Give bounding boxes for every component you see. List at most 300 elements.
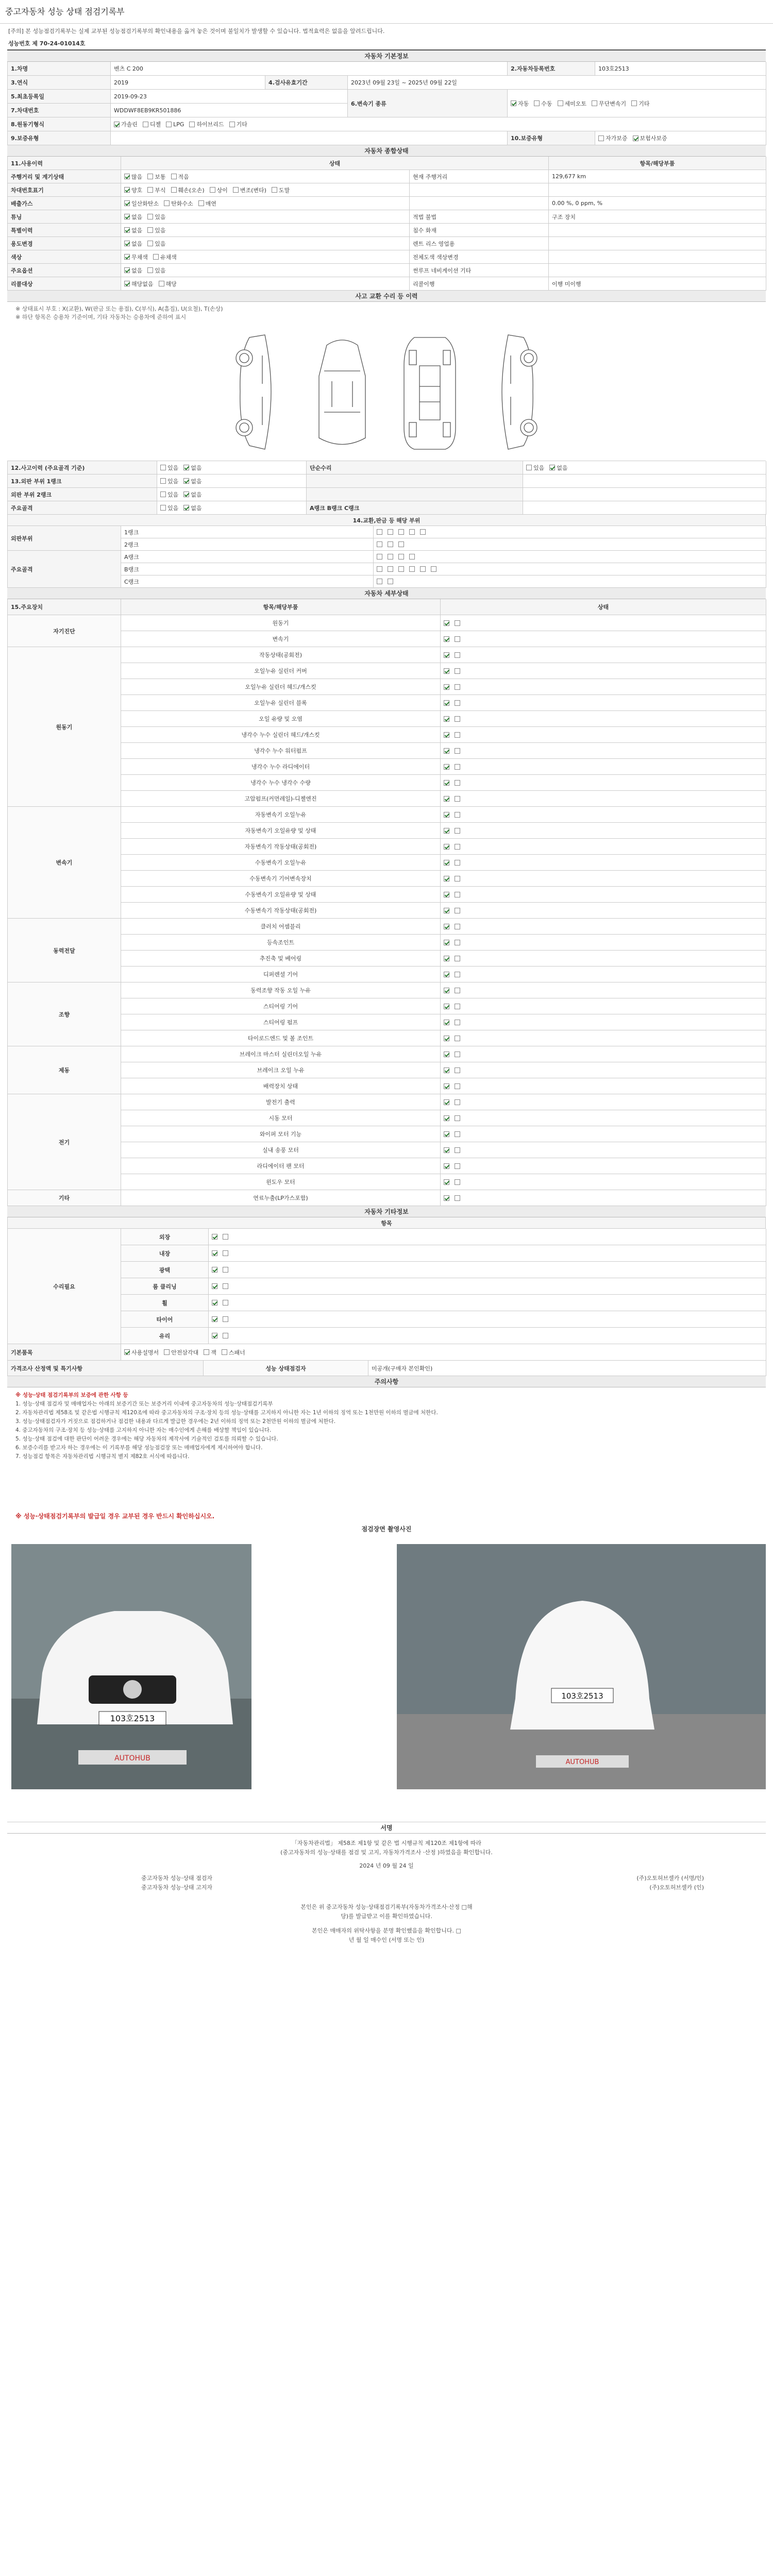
checkbox-insurance-warranty [633,135,638,141]
label-warranty: 9.보증유형 [8,131,111,145]
checkbox [223,1234,228,1240]
device-group: 변속기 [8,807,121,919]
device-item: 브레이크 마스터 실린더오일 누유 [121,1046,441,1062]
checkbox [455,908,460,913]
checkbox [455,876,460,882]
device-item: 냉각수 누수 워터펌프 [121,743,441,759]
device-state [441,791,766,807]
checkbox [549,465,555,470]
checkbox [444,1163,449,1169]
checkbox [212,1234,217,1240]
checkbox [455,812,460,818]
repair-state [209,1245,766,1262]
checkbox [526,465,532,470]
photo-section: 점검장면 촬영사진 103호2513 AUTOHUB 103호2513 AUTOHUB [7,1523,766,1822]
checkbox [223,1300,228,1306]
status-value: 구조 장치 [549,210,766,224]
accident-label: 주요골격 [8,501,157,515]
device-state [441,1046,766,1062]
rear-photo [397,1544,766,1789]
checkbox [212,1283,217,1289]
device-state [441,615,766,631]
device-item: 연료누출(LP가스포함) [121,1190,441,1206]
checkbox [455,1083,460,1089]
value-reg-no: 103호2513 [595,62,766,76]
device-state [441,663,766,679]
device-item: 냉각수 누수 라디에이터 [121,759,441,775]
checkbox [455,940,460,945]
checkbox [455,732,460,738]
status-options: 해당없음 해당 [121,277,410,291]
device-state [441,631,766,647]
device-state [441,1062,766,1078]
checkbox [160,492,166,497]
checkbox [210,187,215,193]
repair-item: 타이어 [121,1311,209,1328]
cert-number: 성능번호 제 70-24-01014호 [8,40,86,47]
device-item: 브레이크 오일 누유 [121,1062,441,1078]
checkbox [455,700,460,706]
checkbox [455,1052,460,1057]
checkbox [147,241,153,246]
device-item: 고압펌프(커먼레일)-디젤엔진 [121,791,441,807]
device-item: 자동변속기 작동상태(공회전) [121,839,441,855]
device-state [441,1126,766,1142]
device-state [441,759,766,775]
checkbox [444,860,449,866]
device-state [441,1110,766,1126]
device-item: 시동 모터 [121,1110,441,1126]
checkbox [444,1147,449,1153]
value-year: 2019 [111,76,265,90]
checkbox [153,254,159,260]
checkbox [444,1020,449,1025]
svg-text:103호2513: 103호2513 [561,1691,603,1701]
checkbox [455,892,460,897]
device-state [441,1078,766,1094]
checkbox [455,828,460,834]
checkbox [444,956,449,961]
device-state [441,1158,766,1174]
repair-state [209,1311,766,1328]
accident-label: 외판 부위 2랭크 [8,488,157,501]
checkbox-self-warranty [598,135,604,141]
device-state [441,695,766,711]
accident-label: 12.사고이력 (주요골격 기준) [8,461,157,474]
label-reg-no: 2.자동차등록번호 [508,62,595,76]
checkbox [444,748,449,754]
status-name: 차대번호표기 [8,183,121,197]
device-item: 타이로드엔드 및 볼 조인트 [121,1030,441,1046]
checkbox [444,940,449,945]
checkbox [455,780,460,786]
checkbox [444,684,449,690]
repair-item: 룸 클리닝 [121,1278,209,1295]
device-state [441,1094,766,1110]
svg-text:AUTOHUB: AUTOHUB [565,1758,599,1766]
device-state [441,903,766,919]
device-item: 오일누유 실린더 블록 [121,695,441,711]
status-options: 없음 있음 [121,224,410,237]
checkbox [455,1004,460,1009]
device-item: 와이퍼 모터 기능 [121,1126,441,1142]
checkbox [455,1147,460,1153]
repair-item: 휠 [121,1295,209,1311]
transmission-options: 자동 수동 세미오토 무단변속기 기타 [508,90,766,117]
status-options: 많음 보통 적음 [121,170,410,183]
device-state [441,839,766,855]
status-name: 색상 [8,250,121,264]
checkbox [455,636,460,642]
inspection-document: 자동차 기본정보 1.차명 벤츠 C 200 2.자동차등록번호 103호2513 3.연식 2019 4.검사유효기간 2023년 09월 23일 ~ 2025년 09월 22일 5.최초등록일 2019-09-23 6.변속기 종류 자동 수동 세미오토 무단변속기 기타 7.차대번호 WDDWF8EB9KR501886 8.원동기형식 가솔린 디젤 LPG 하이브리드 기타 9.보증유형 10.보증유형 자가보증 보험사보증 자동차 종합상태 11.사용이력 상태 항목/해당부품 주행거리 및 계기상태 많음 보통 적음 현재 주행거리 129,677 km 차대번호표기 양호 부식 훼손(오손) 상이 변조(변타) 도말 배출가스 일산화탄소 탄화수소 매연 0.00 %, 0 ppm, % 튜닝 없음 있음 적법 불법 구조 장치 특별이력 없음 있음 침수 화재 용도변경 없음 있음 렌트 리스 영업용 색상 무채색 유채색 전체도색 색상변경 주요옵션 없음 있음 썬루프 네비게이션 기타 리콜대상 해당없음 해당 리콜이행 이행 미이행 사고 교환 수리 등 이력 ※ 상태표시 부호 : X(교환), W(판금 또는 용접), C(부식), A(흠집), U(요철), T(손상) ※ 하단 항목은 승용차 기준이며, 기타 자동차는 승용차에 준하여 표시 12.사고이력 (주요골격 기준) 있음 없음 단순수리 있음 없음 13.외판 부위 1랭크 있음 없음 외판 부위 2랭크 있음 없음 주요골격 있음 없음 A랭크 B랭크 C랭크 14.교환,판금 등 해당 부위 외판부위 1랭크 2랭크 주요골격 A랭크 B랭크 C랭크 자동차 세부상태 15.주요장치 항목/해당부품 상태 자기진단 원동기 변속기 원동기 작동상태(공회전) 오일누유 실린더 커버 오일누유 실린더 헤드/개스킷 오일누유 실린더 블록 오일 유량 및 오염 냉각수 누수 실린더 헤드/개스킷 냉각수 누수 워터펌프 냉각수 누수 라디에이터 냉각수 누수 냉각수 수량 고압펌프(커먼레일)-디젤엔진 변속기 자동변속기 오일누유 자동변속기 오일유량 및 상태 자동변속기 작동상태(공회전) 수동변속기 오일누유 수동변속기 기어변속장치 수동변속기 오일유량 및 상태 수동변속기 작동상태(공회전) 동력전달 클러치 어셈블리 등속조인트 추진축 및 베어링 디퍼렌셜 기어 조향 동력조향 작동 오일 누유 스티어링 기어 스티어링 펌프 타이로드엔드 및 볼 조인트 제동 브레이크 마스터 실린더오일 누유 브레이크 오일 누유 배력장치 상태 전기 발전기 출력 시동 모터 와이퍼 모터 기능 실내 송풍 모터 라디에이터 팬 모터 윈도우 모터 기타 연료누출(LP가스포함) 자동차 기타정보 항목 수리필요 외장 내장 광택 룸 클리닝 휠 타이어 유리 기본품목 사용설명서 안전삼각대 잭 스패너 가격조사 산정액 및 특기사항 성능 상태점검자 미공개(구매자 본인확인) 주의사항 ※ 성능·상태 점검기록부의 보증에 관한 사항 등 1. 성능·상태 점검자 및 매매업자는 아래의 보증기간 또는 보증거리 이내에 중고자동차의 성능·상태점검기록부 2. 자동차관리법 제58조 및 같은법 시행규칙 제120조에 따라 중고자동차의 구조·장치 등의 성능·상태를 고지하지 아니한 자는 1년 이하의 징역 또는 1천만원 이하의 벌금에 처한다. 3. 성능·상태점검자가 거짓으로 점검하거나 점검한 내용과 다르게 발급한 경우에는 2년 이하의 징역 또는 2천만원 이하의 벌금에 처한다. 4. 중고자동차의 구조·장치 등 성능·상태를 고지하지 아니한 자는 매수인에게 손해를 배상할 책임이 있습니다. 5. 성능·상태 점검에 대한 판단이 어려운 경우에는 해당 자동차의 제작사에 기술적인 검토를 의뢰할 수 있습니다. 6. 보증수리를 받고자 하는 경우에는 이 기록부를 해당 성능점검장 또는 매매업자에게 제시하여야 합니다. 7. 성능점검 항목은 자동차관리법 시행규칙 별지 제82호 서식에 따릅니다. ※ 성능·상태점검기록부의 발급일 경우 교부된 경우 반드시 확인하십시오. 점검장면 촬영사진 103호2513 AUTOHUB 103호2513 AUTOHUB 서명 「자동차관리법」 제58조 제1항 및 같은 법 시행규칙 제120조 제1항에 따라 (중고자동차의 성능·상태를 점검 및 고지, 자동차가격조사 ·산정 )하였음을 확인합니다. 2024 년 09 월 24 일 중고자동차 성능·상태 점검자 (주)오토허브셀카 (서명/인) 중고자동차 성능·상태 고지자 (주)오토허브셀카 (인) 본인은 위 중고자동차 성능·상태점검기록부(자동차가격조사·산정 □해 당)를 발급받고 이를 확인하였습니다. 본인은 매매자의 위탁사항을 분명 확인했음을 확인합니다. □ 년 월 일 매수인 (서명 또는 인) [7,49,766,1950]
device-group: 동력전달 [8,919,121,982]
label-first-reg: 5.최초등록일 [8,90,111,104]
device-state [441,1174,766,1190]
device-item: 자동변속기 오일유량 및 상태 [121,823,441,839]
signature-body: 「자동차관리법」 제58조 제1항 및 같은 법 시행규칙 제120조 제1항에 따라 (중고자동차의 성능·상태를 점검 및 고지, 자동차가격조사 ·산정 )하였음을 확인합니다. 2024 년 09 월 24 일 중고자동차 성능·상태 점검자 (주)오토허브셀카 (서명/인) 중고자동차 성능·상태 고지자 (주)오토허브셀카 (인) 본인은 위 중고자동차 성능·상태점검기록부(자동차가격조사·산정 □해 당)를 발급받고 이를 확인하였습니다. 본인은 매매자의 위탁사항을 분명 확인했음을 확인합니다. □ 년 월 일 매수인 (서명 또는 인) [141,1840,704,1943]
checkbox [455,1195,460,1201]
device-state [441,935,766,951]
device-state [441,1030,766,1046]
device-item: 수동변속기 오일유량 및 상태 [121,887,441,903]
section-signature: 서명 [7,1822,766,1834]
section-overall-status: 자동차 종합상태 [7,145,766,157]
checkbox [444,1052,449,1057]
device-item: 변속기 [121,631,441,647]
accident-label-2: 단순수리 [307,461,523,474]
device-group: 기타 [8,1190,121,1206]
repair-state [209,1328,766,1344]
checkbox [455,652,460,658]
checkbox [455,684,460,690]
checkbox [223,1283,228,1289]
checkbox [222,1349,227,1355]
checkbox [147,267,153,273]
checkbox [455,956,460,961]
device-item: 스티어링 펌프 [121,1014,441,1030]
device-item: 수동변속기 오일누유 [121,855,441,871]
section-detailed-status: 자동차 세부상태 [7,588,766,599]
device-item: 원동기 [121,615,441,631]
device-group: 제동 [8,1046,121,1094]
checkbox [212,1300,217,1306]
repair-item: 내장 [121,1245,209,1262]
status-options: 없음 있음 [121,264,410,277]
label-transmission: 6.변속기 종류 [348,90,508,117]
device-item: 윈도우 모터 [121,1174,441,1190]
page-header [0,0,773,24]
detailed-status-table: 15.주요장치 항목/해당부품 상태 자기진단 원동기 변속기 원동기 작동상태(공회전) 오일누유 실린더 커버 오일누유 실린더 헤드/개스킷 오일누유 실린더 블록 오일 유량 및 오염 냉각수 누수 실린더 헤드/개스킷 냉각수 누수 워터펌프 냉각수 누수 라디에이터 냉각수 누수 냉각수 수량 고압펌프(커먼레일)-디젤엔진 변속기 자동변속기 오일누유 자동변속기 오일유량 및 상태 자동변속기 작동상태(공회전) 수동변속기 오일누유 수동변속기 기어변속장치 수동변속기 오일유량 및 상태 수동변속기 작동상태(공회전) 동력전달 클러치 어셈블리 등속조인트 추진축 및 베어링 디퍼렌셜 기어 조향 동력조향 작동 오일 누유 스티어링 기어 스티어링 펌프 타이로드엔드 및 볼 조인트 제동 브레이크 마스터 실린더오일 누유 브레이크 오일 누유 배력장치 상태 전기 발전기 출력 시동 모터 와이퍼 모터 기능 실내 송풍 모터 라디에이터 팬 모터 윈도우 모터 기타 연료누출(LP가스포함) [7,599,766,1206]
device-item: 오일누유 실린더 커버 [121,663,441,679]
device-state [441,1014,766,1030]
checkbox [444,1179,449,1185]
checkbox [233,187,239,193]
section-basic-info: 자동차 기본정보 [7,50,766,62]
checkbox [147,214,153,219]
checkbox [444,796,449,802]
checkbox [198,200,204,206]
status-extra [410,183,549,197]
checkbox [455,716,460,722]
section-notes: 주의사항 [7,1376,766,1387]
checkbox [160,478,166,484]
status-options: 양호 부식 훼손(오손) 상이 변조(변타) 도말 [121,183,410,197]
status-value: 0.00 %, 0 ppm, % [549,197,766,210]
car-outline-icon [7,325,766,461]
checkbox [223,1267,228,1273]
status-extra: 침수 화재 [410,224,549,237]
checkbox [124,174,130,179]
checkbox [455,844,460,850]
status-extra: 렌트 리스 영업용 [410,237,549,250]
checkbox-gasoline [114,122,120,127]
checkbox [223,1316,228,1322]
status-value [549,224,766,237]
device-state [441,823,766,839]
checkbox [444,780,449,786]
checkbox [455,988,460,993]
checkbox [212,1316,217,1322]
checkbox [212,1250,217,1256]
other-info-table: 수리필요 외장 내장 광택 룸 클리닝 휠 타이어 유리 기본품목 사용설명서 안전삼각대 잭 스패너 [7,1229,766,1361]
status-name: 용도변경 [8,237,121,250]
value-first-reg: 2019-09-23 [111,90,348,104]
checkbox [444,876,449,882]
device-state [441,711,766,727]
checkbox [147,174,153,179]
device-item: 수동변속기 기어변속장치 [121,871,441,887]
checkbox-lpg [166,122,172,127]
status-value [549,183,766,197]
repair-state [209,1278,766,1295]
device-item: 스티어링 기어 [121,998,441,1014]
legend: ※ 상태표시 부호 : X(교환), W(판금 또는 용접), C(부식), A(흠집), U(요철), T(손상) ※ 하단 항목은 승용차 기준이며, 기타 자동차는 승용차에 준하여 표시 [15,306,223,320]
checkbox [444,668,449,674]
checkbox [455,668,460,674]
device-state [441,679,766,695]
checkbox [124,241,130,246]
checkbox [147,187,153,193]
label-vin: 7.차대번호 [8,104,111,117]
device-state [441,887,766,903]
label-year: 3.연식 [8,76,111,90]
repair-state [209,1262,766,1278]
svg-text:AUTOHUB: AUTOHUB [114,1754,150,1762]
device-item: 디퍼렌셜 기어 [121,967,441,982]
status-name: 리콜대상 [8,277,121,291]
checkbox [171,187,177,193]
checkbox [444,908,449,913]
checkbox [444,620,449,626]
value-inspection-period: 2023년 09월 23일 ~ 2025년 09월 22일 [348,76,766,90]
checkbox [124,214,130,219]
repair-item: 유리 [121,1328,209,1344]
checkbox [124,187,130,193]
device-state [441,998,766,1014]
device-group: 자기진단 [8,615,121,647]
status-extra: 적법 불법 [410,210,549,224]
checkbox-cvt [592,100,597,106]
device-item: 실내 송풍 모터 [121,1142,441,1158]
checkbox [455,860,460,866]
status-value: 이행 미이행 [549,277,766,291]
checkbox [444,924,449,929]
device-item: 작동상태(공회전) [121,647,441,663]
checkbox [147,227,153,233]
checkbox [444,1067,449,1073]
checkbox [159,281,164,286]
device-item: 오일 유량 및 오염 [121,711,441,727]
warranty-options: 자가보증 보험사보증 [595,131,766,145]
device-item: 자동변속기 오일누유 [121,807,441,823]
repair-item: 광택 [121,1262,209,1278]
status-extra: 현재 주행거리 [410,170,549,183]
device-state [441,855,766,871]
basic-info-table [7,62,766,145]
exchange-title: 14.교환,판금 등 해당 부위 [7,515,766,526]
checkbox [455,1131,460,1137]
checkbox [160,505,166,511]
accident-label: 13.외판 부위 1랭크 [8,474,157,488]
checkbox [455,1115,460,1121]
checkbox [455,1067,460,1073]
status-value [549,237,766,250]
repair-item: 외장 [121,1229,209,1245]
accident-table: 12.사고이력 (주요골격 기준) 있음 없음 단순수리 있음 없음 13.외판 부위 1랭크 있음 없음 외판 부위 2랭크 있음 없음 주요골격 있음 없음 A랭크 B랭크 C랭크 [7,461,766,515]
accident-label-2 [307,488,523,501]
fuel-options: 가솔린 디젤 LPG 하이브리드 기타 [111,117,766,131]
device-group: 전기 [8,1094,121,1190]
device-state [441,775,766,791]
price-table: 가격조사 산정액 및 특기사항 성능 상태점검자 미공개(구매자 본인확인) [7,1361,766,1376]
repair-group: 수리필요 [8,1229,121,1344]
checkbox [444,988,449,993]
section-accident-history: 사고 교환 수리 등 이력 [7,291,766,302]
device-item: 냉각수 누수 냉각수 수량 [121,775,441,791]
checkbox [455,1020,460,1025]
device-state [441,919,766,935]
exchange-table: 외판부위 1랭크 2랭크 주요골격 A랭크 B랭크 C랭크 [7,526,766,588]
checkbox [455,1099,460,1105]
checkbox [455,1036,460,1041]
checkbox [183,505,189,511]
checkbox [124,1349,130,1355]
status-options: 없음 있음 [121,237,410,250]
checkbox [223,1333,228,1338]
accident-label-2 [307,474,523,488]
device-state [441,871,766,887]
status-name: 주요옵션 [8,264,121,277]
label-engine: 8.원동기형식 [8,117,111,131]
checkbox [455,1163,460,1169]
checkbox [183,465,189,470]
device-state [441,1190,766,1206]
checkbox [455,972,460,977]
device-item: 클러치 어셈블리 [121,919,441,935]
checkbox [164,1349,170,1355]
device-state [441,967,766,982]
device-item: 라디에이터 팬 모터 [121,1158,441,1174]
basic-items-label: 기본품목 [8,1344,121,1361]
checkbox [444,700,449,706]
checkbox [444,652,449,658]
checkbox [444,1083,449,1089]
device-item: 배력장치 상태 [121,1078,441,1094]
checkbox [444,636,449,642]
checkbox [160,465,166,470]
status-value [549,264,766,277]
checkbox [164,200,170,206]
checkbox [444,972,449,977]
checkbox [444,1195,449,1201]
checkbox [183,492,189,497]
page-title: 중고자동차 성능 상태 점검기록부 [5,7,125,16]
device-state [441,982,766,998]
device-state [441,951,766,967]
device-group: 조향 [8,982,121,1046]
checkbox [444,1115,449,1121]
notice-text: [주의] 본 성능점검기록부는 실제 교부된 성능점검기록부의 확인내용을 옮겨 놓은 것이며 불일치가 발생할 수 있습니다. 법적효력은 없음을 알려드립니다. [8,28,385,35]
device-state [441,743,766,759]
checkbox-etc [631,100,637,106]
overall-status-table: 11.사용이력 상태 항목/해당부품 주행거리 및 계기상태 많음 보통 적음 현재 주행거리 129,677 km 차대번호표기 양호 부식 훼손(오손) 상이 변조(변타) 도말 배출가스 일산화탄소 탄화수소 매연 0.00 %, 0 ppm, % 튜닝 없음 있음 적법 불법 구조 장치 특별이력 없음 있음 침수 화재 용도변경 없음 있음 렌트 리스 영업용 색상 무채색 유채색 전체도색 색상변경 주요옵션 없음 있음 썬루프 네비게이션 기타 리콜대상 해당없음 해당 리콜이행 이행 미이행 [7,157,766,291]
status-name: 배출가스 [8,197,121,210]
checkbox [124,267,130,273]
checkbox [444,812,449,818]
value-car-name: 벤츠 C 200 [111,62,508,76]
section-other-info: 자동차 기타정보 [7,1206,766,1217]
device-state [441,647,766,663]
checkbox [444,892,449,897]
status-value: 129,677 km [549,170,766,183]
checkbox [204,1349,209,1355]
device-item: 발전기 출력 [121,1094,441,1110]
status-extra: 전체도색 색상변경 [410,250,549,264]
status-name: 특별이력 [8,224,121,237]
status-options: 무채색 유채색 [121,250,410,264]
status-options: 일산화탄소 탄화수소 매연 [121,197,410,210]
front-photo [11,1544,251,1789]
label-car-name: 1.차명 [8,62,111,76]
notes-body: ※ 성능·상태 점검기록부의 보증에 관한 사항 등 1. 성능·상태 점검자 및 매매업자는 아래의 보증기간 또는 보증거리 이내에 중고자동차의 성능·상태점검기록부 2. 자동차관리법 제58조 및 같은법 시행규칙 제120조에 따라 중고자동차의 구조·장치 등의 성능·상태를 고지하지 아니한 자는 1년 이하의 징역 또는 1천만원 이하의 벌금에 처한다. 3. 성능·상태점검자가 거짓으로 점검하거나 점검한 내용과 다르게 발급한 경우에는 2년 이하의 징역 또는 2천만원 이하의 벌금에 처한다. 4. 중고자동차의 구조·장치 등 성능·상태를 고지하지 아니한 자는 매수인에게 손해를 배상할 책임이 있습니다. 5. 성능·상태 점검에 대한 판단이 어려운 경우에는 해당 자동차의 제작사에 기술적인 검토를 의뢰할 수 있습니다. 6. 보증수리를 받고자 하는 경우에는 이 기록부를 해당 성능점검장 또는 매매업자에게 제시하여야 합니다. 7. 성능점검 항목은 자동차관리법 시행규칙 별지 제82호 서식에 따릅니다. [15,1392,438,1460]
device-item: 동력조향 작동 오일 누유 [121,982,441,998]
checkbox [124,281,130,286]
checkbox [444,732,449,738]
label-warranty-type: 10.보증유형 [508,131,595,145]
checkbox [444,764,449,770]
device-item: 등속조인트 [121,935,441,951]
checkbox [444,716,449,722]
checkbox [212,1333,217,1338]
checkbox [212,1267,217,1273]
checkbox-diesel [143,122,148,127]
checkbox [444,1036,449,1041]
device-item: 수동변속기 작동상태(공회전) [121,903,441,919]
checkbox [444,1131,449,1137]
checkbox [124,254,130,260]
device-item: 냉각수 누수 실린더 헤드/개스킷 [121,727,441,743]
status-name: 튜닝 [8,210,121,224]
checkbox [455,924,460,929]
car-diagram [7,325,766,461]
checkbox-hybrid [189,122,195,127]
checkbox-semi [558,100,563,106]
repair-state [209,1295,766,1311]
status-extra: 썬루프 네비게이션 기타 [410,264,549,277]
checkbox [444,1099,449,1105]
checkbox-auto [511,100,516,106]
checkbox [223,1250,228,1256]
